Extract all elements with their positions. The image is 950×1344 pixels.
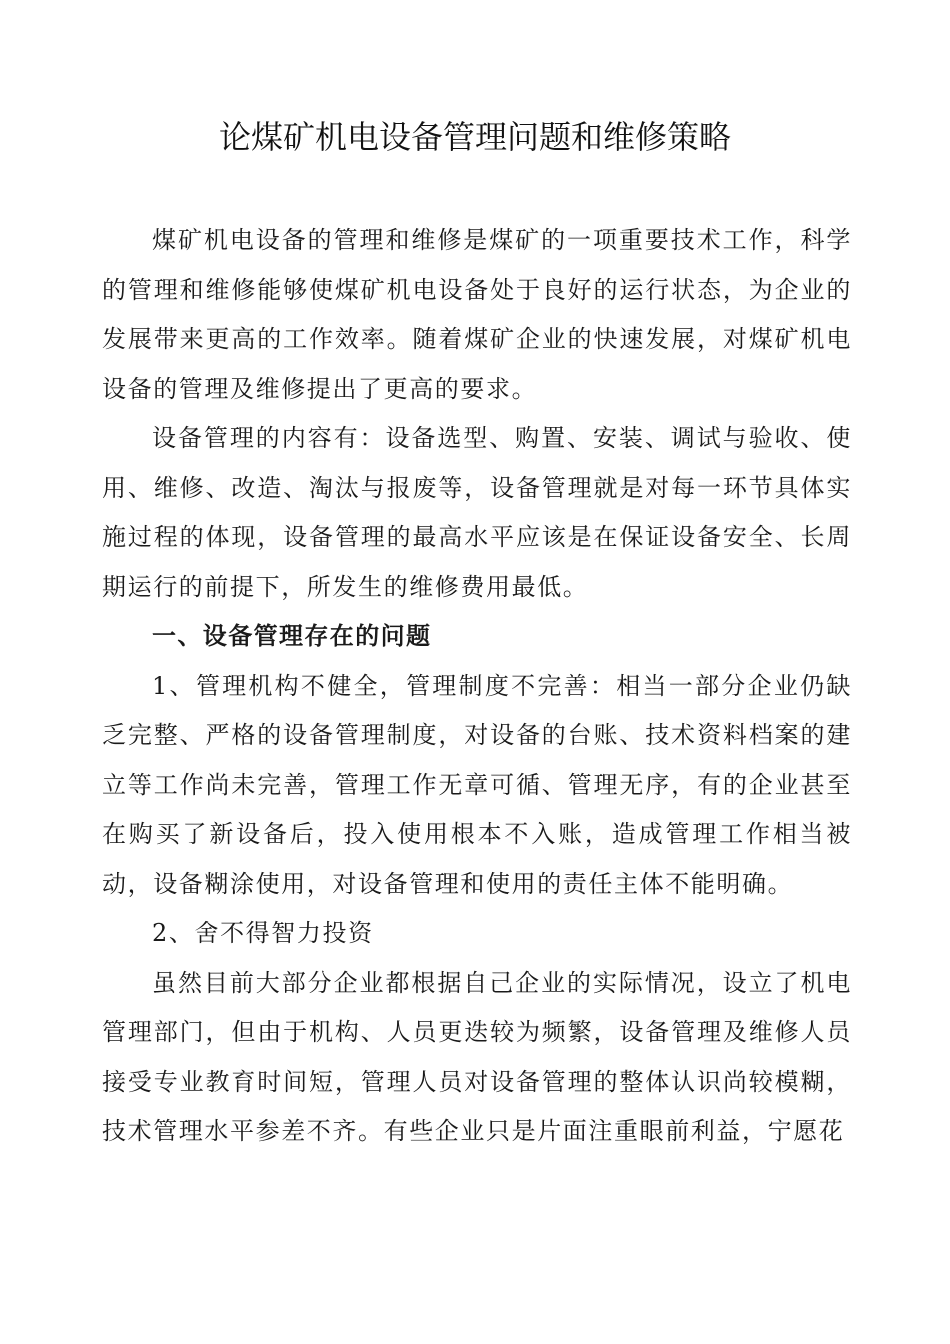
problem-item-2-body: 虽然目前大部分企业都根据自己企业的实际情况，设立了机电管理部门，但由于机构、人员更迭较为频繁，设备管理及维修人员接受专业教育时间短，管理人员对设备管理的整体认识尚较模糊，技术管理水平参差不齐。有些企业只是片面注重眼前利益，宁愿花 [102,968,852,1145]
document-body [102,216,852,1157]
intro-paragraph: 煤矿机电设备的管理和维修是煤矿的一项重要技术工作，科学的管理和维修能够使煤矿机电设备处于良好的运行状态，为企业的发展带来更高的工作效率。随着煤矿企业的快速发展，对煤矿机电设备的管理及维修提出了更高的要求。 [102,226,852,403]
section-heading: 一、设备管理存在的问题 [152,622,432,650]
content-paragraph: 设备管理的内容有：设备选型、购置、安装、调试与验收、使用、维修、改造、淘汰与报废等，设备管理就是对每一环节具体实施过程的体现，设备管理的最高水平应该是在保证设备安全、长周期运行的前提下，所发生的维修费用最低。 [102,424,852,601]
document-title: 论煤矿机电设备管理问题和维修策略 [218,118,731,156]
problem-item-1: 1、管理机构不健全，管理制度不完善：相当一部分企业仍缺乏完整、严格的设备管理制度，对设备的台账、技术资料档案的建立等工作尚未完善，管理工作无章可循、管理无序，有的企业甚至在购买了新设备后，投入使用根本不入账，造成管理工作相当被动，设备糊涂使用，对设备管理和使用的责任主体不能明确。 [102,671,852,898]
problem-item-2-heading: 2、舍不得智力投资 [152,919,374,947]
